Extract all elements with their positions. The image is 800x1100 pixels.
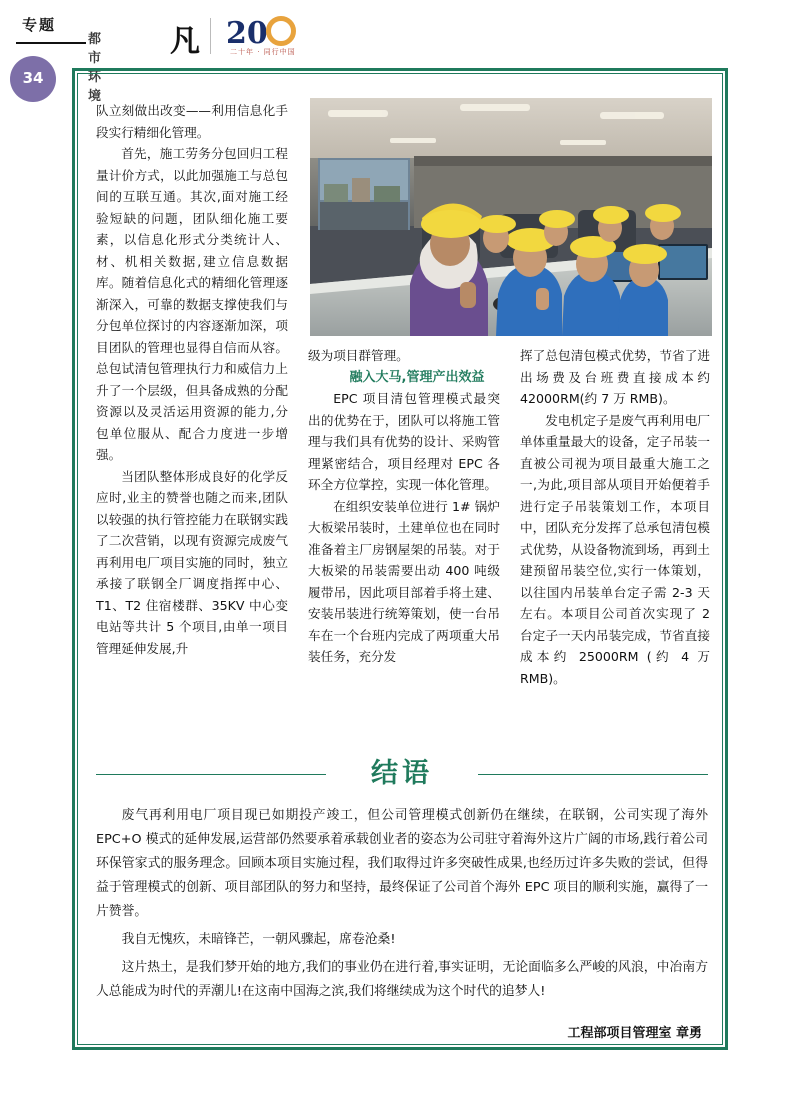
anniversary-logo <box>226 14 318 58</box>
anniversary-number: 20 <box>226 16 268 51</box>
paragraph: 队立刻做出改变——利用信息化手段实行精细化管理。 <box>96 103 288 140</box>
logo-chinese-name: 都市环境 <box>88 32 103 104</box>
page-number-text: 34 <box>22 69 44 87</box>
page-header <box>0 0 800 104</box>
anniversary-subtitle: 二十年 · 同行中国 <box>230 48 296 56</box>
conclusion-title: 结语 <box>371 758 433 789</box>
paragraph: 我自无愧疚，未暗锋芒，一朝风骤起，席卷沧桑! <box>121 932 396 947</box>
conclusion-rule-right <box>478 774 708 775</box>
paragraph: 发电机定子是废气再利用电厂单体重量最大的设备，定子吊装一直被公司视为项目最重大施工之一,为此,项目部从项目开始便着手进行定子吊装策划工作，本项目中，团队充分发挥了总承包清包模式优势，从设备物流到场，再到土建预留吊装空位,实行一体策划，以往国内吊装单台定子需 2-3 天左右。本项目公司首次实现了 2 台定子一天内吊装完成，节省直接成本约 25000RM (约 4 万 RMB)。 <box>520 412 710 686</box>
body-column-2 <box>308 345 500 668</box>
paragraph: 当团队整体形成良好的化学反应时,业主的赞誉也随之而来,团队以较强的执行管控能力在联钢实践了二次营销，以现有资源完成废气再利用电厂项目实施的同时，独立承接了联钢全厂调度指挥中心、T1、T2 住宿楼群、35KV 中心变电站等共计 5 个项目,由单一项目管理延伸发展,升 <box>96 468 288 656</box>
anniversary-ring-icon <box>266 16 296 46</box>
paragraph: 在组织安装单位进行 1# 锅炉大板梁吊装时，土建单位也在同时准备着主厂房钢屋架的吊装。对于大板梁的吊装需要出动 400 吨级履带吊，因此项目部着手将土建、安装吊装进行统筹策划，使一台吊车在一个台班内完成了两项重大吊装任务，充分发 <box>308 498 500 664</box>
paragraph: 级为项目群管理。 <box>308 348 409 363</box>
body-column-1 <box>96 100 288 659</box>
section-heading: 融入大马,管理产出效益 <box>349 369 485 385</box>
meeting-room-team-photo <box>310 98 712 336</box>
conclusion-title-row <box>96 752 708 796</box>
author-signature: 工程部项目管理室 章勇 <box>567 1026 702 1041</box>
section-topic-label: 专题 <box>22 16 57 34</box>
conclusion-rule-left <box>96 774 326 775</box>
body-column-3 <box>520 345 710 689</box>
header-rule <box>16 42 86 44</box>
paragraph: 挥了总包清包模式优势，节省了进出场费及台班费直接成本约 42000RM(约 7 万 RMB)。 <box>520 348 710 406</box>
logo-mark: 凡 <box>170 24 200 59</box>
page-number-badge <box>10 56 56 102</box>
conclusion-block <box>96 752 708 1041</box>
paragraph: 首先，施工劳务分包回归工程量计价方式，以此加强施工与总包间的互联互通。其次,面对施工经验短缺的问题，团队细化施工要素，以信息化形式分类统计人、材、机相关数据,建立信息数据库。随着信息化式的精细化管理逐渐深入，可靠的数据支撑使我们与分包单位探讨的内容逐渐加深，项目团队的管理也显得自信而从容。总包试清包管理执行力和威信力上升了一个层级，但具备成熟的分配资源以及灵活运用资源的能力,分包单位服从、配合力度进一步增强。 <box>96 146 288 462</box>
paragraph: 废气再利用电厂项目现已如期投产竣工，但公司管理模式创新仍在继续，在联钢，公司实现了海外 EPC+O 模式的延伸发展,运营部仍然要承着承载创业者的姿态为公司驻守着海外这片广阔的市场,践行着公司环保管家式的服务理念。回顾本项目实施过程，我们取得过许多突破性成果,也经历过许多失败的尝试，但得益于管理模式的创新、项目部团队的努力和坚持，最终保证了公司首个海外 EPC 项目的顺利实施，赢得了一片赞誉。 <box>96 808 708 919</box>
logo-divider <box>210 18 211 54</box>
paragraph: 这片热土，是我们梦开始的地方,我们的事业仍在进行着,事实证明，无论面临多么严峻的风浪，中冶南方人总能成为时代的弄潮儿!在这南中国海之滨,我们将继续成为这个时代的追梦人! <box>96 960 708 999</box>
conclusion-body <box>96 804 708 1004</box>
paragraph: EPC 项目清包管理模式最突出的优势在于，团队可以将施工管理与我们具有优势的设计、采购管理紧密结合，项目经理对 EPC 各环全方位掌控，实现一体化管理。 <box>308 391 500 492</box>
